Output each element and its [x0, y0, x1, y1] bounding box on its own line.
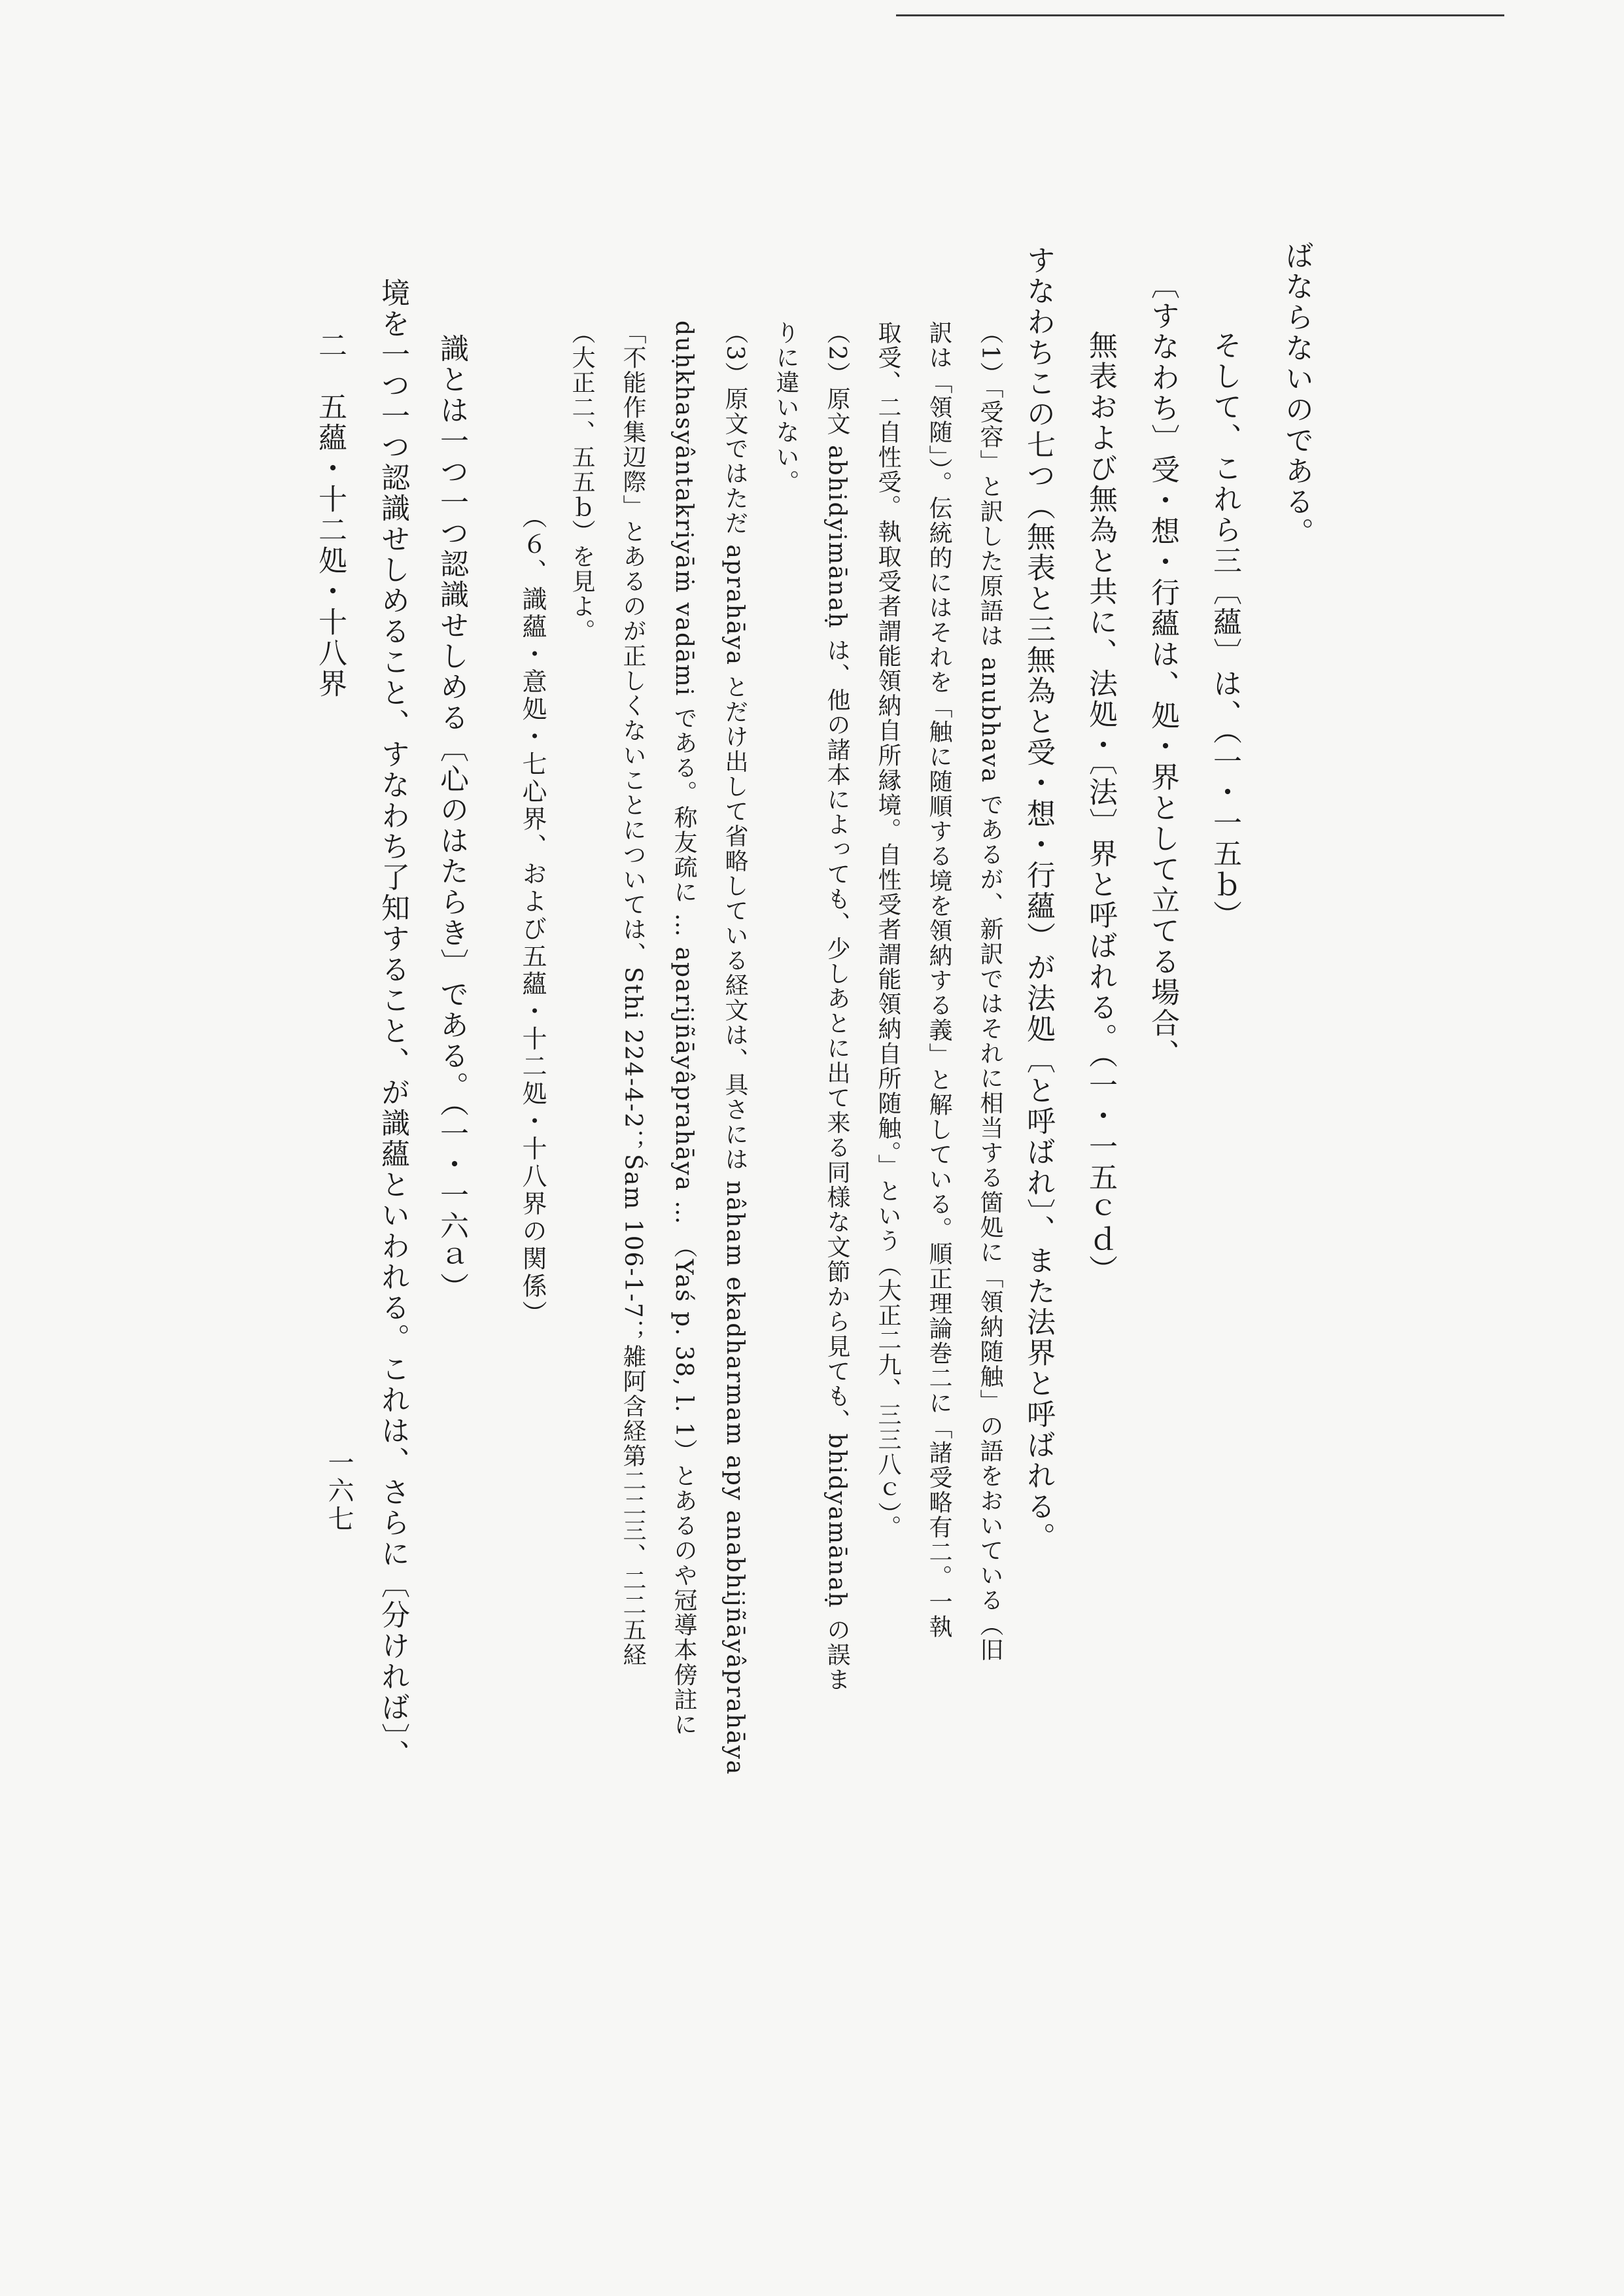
text-line-5: すなわちこの七つ（無表と三無為と受・想・行蘊）が法処〔と呼ばれ〕、また法界と呼ばれる。: [1022, 245, 1055, 1553]
note-line-1: （1）「受容」と訳した原語は anubhava であるが、新訳ではそれに相当する箇処に「領納随触」の語をおいている（旧: [976, 321, 1003, 1663]
note-line-9: （大正二、五五ｂ）を見よ。: [568, 321, 595, 644]
note-line-6: （3）原文ではただ aprahāya とだけ出して省略している経文は、具さには nâham ekadharmam apy anabhijñāyâprahāya: [721, 321, 748, 1776]
note-line-4: （2）原文 abhidyimānaḥ は、他の諸本によっても、少しあとに出て来る同様な文節から見ても、bhidyamānaḥ の誤ま: [823, 321, 850, 1692]
note-line-2: 訳は「領随」）。伝統的にはそれを「触に随順する境を領納する義」と解している。順正理論巻二に「諸受略有二。一執: [925, 321, 952, 1639]
text-line-6: 識とは一つ一つ認識せしめる〔心のはたらき〕である。（一・一六ａ）: [435, 334, 468, 1303]
text-line-3: 〔すなわち〕受・想・行蘊は、処・界として立てる場合、: [1146, 270, 1179, 1070]
note-line-3: 取受、二自性受。執取受者謂能領納自所縁境。自性受者謂能領納自所随触。」という（大正二九、三三八ｃ）。: [874, 321, 901, 1540]
text-line-4: 無表および無為と共に、法処・〔法〕界と呼ばれる。（一・一五ｃｄ）: [1084, 330, 1117, 1285]
note-line-5: りに違いない。: [772, 321, 799, 495]
section-heading: （６、識蘊・意処・七心界、および五蘊・十二処・十八界の関係）: [518, 504, 547, 1328]
text-line-7: 境を一つ一つ認識せしめること、すなわち了知すること、が識蘊といわれる。これは、さらに〔分ければ〕、: [376, 278, 409, 1770]
page-number: 一六七: [324, 1449, 354, 1533]
running-head: 二 五蘊・十二処・十八界: [313, 330, 347, 699]
note-line-8: 「不能作集辺際」とあるのが正しくないことについては、Sthi 224-4-2；Śam 106-1-7；雑阿含経第二二三、二二五経: [619, 321, 646, 1667]
text-line-1: ばならないのである。: [1280, 241, 1313, 548]
text-line-2: そして、これら三〔蘊〕は、（一・一五ｂ）: [1208, 330, 1241, 931]
note-line-7: duḥkhasyântakriyāṁ vadāmi である。称友疏に … aparijñāyâprahāya … （Yaś p. 38, l. 1）とあるのや冠導本傍註に: [670, 321, 697, 1737]
